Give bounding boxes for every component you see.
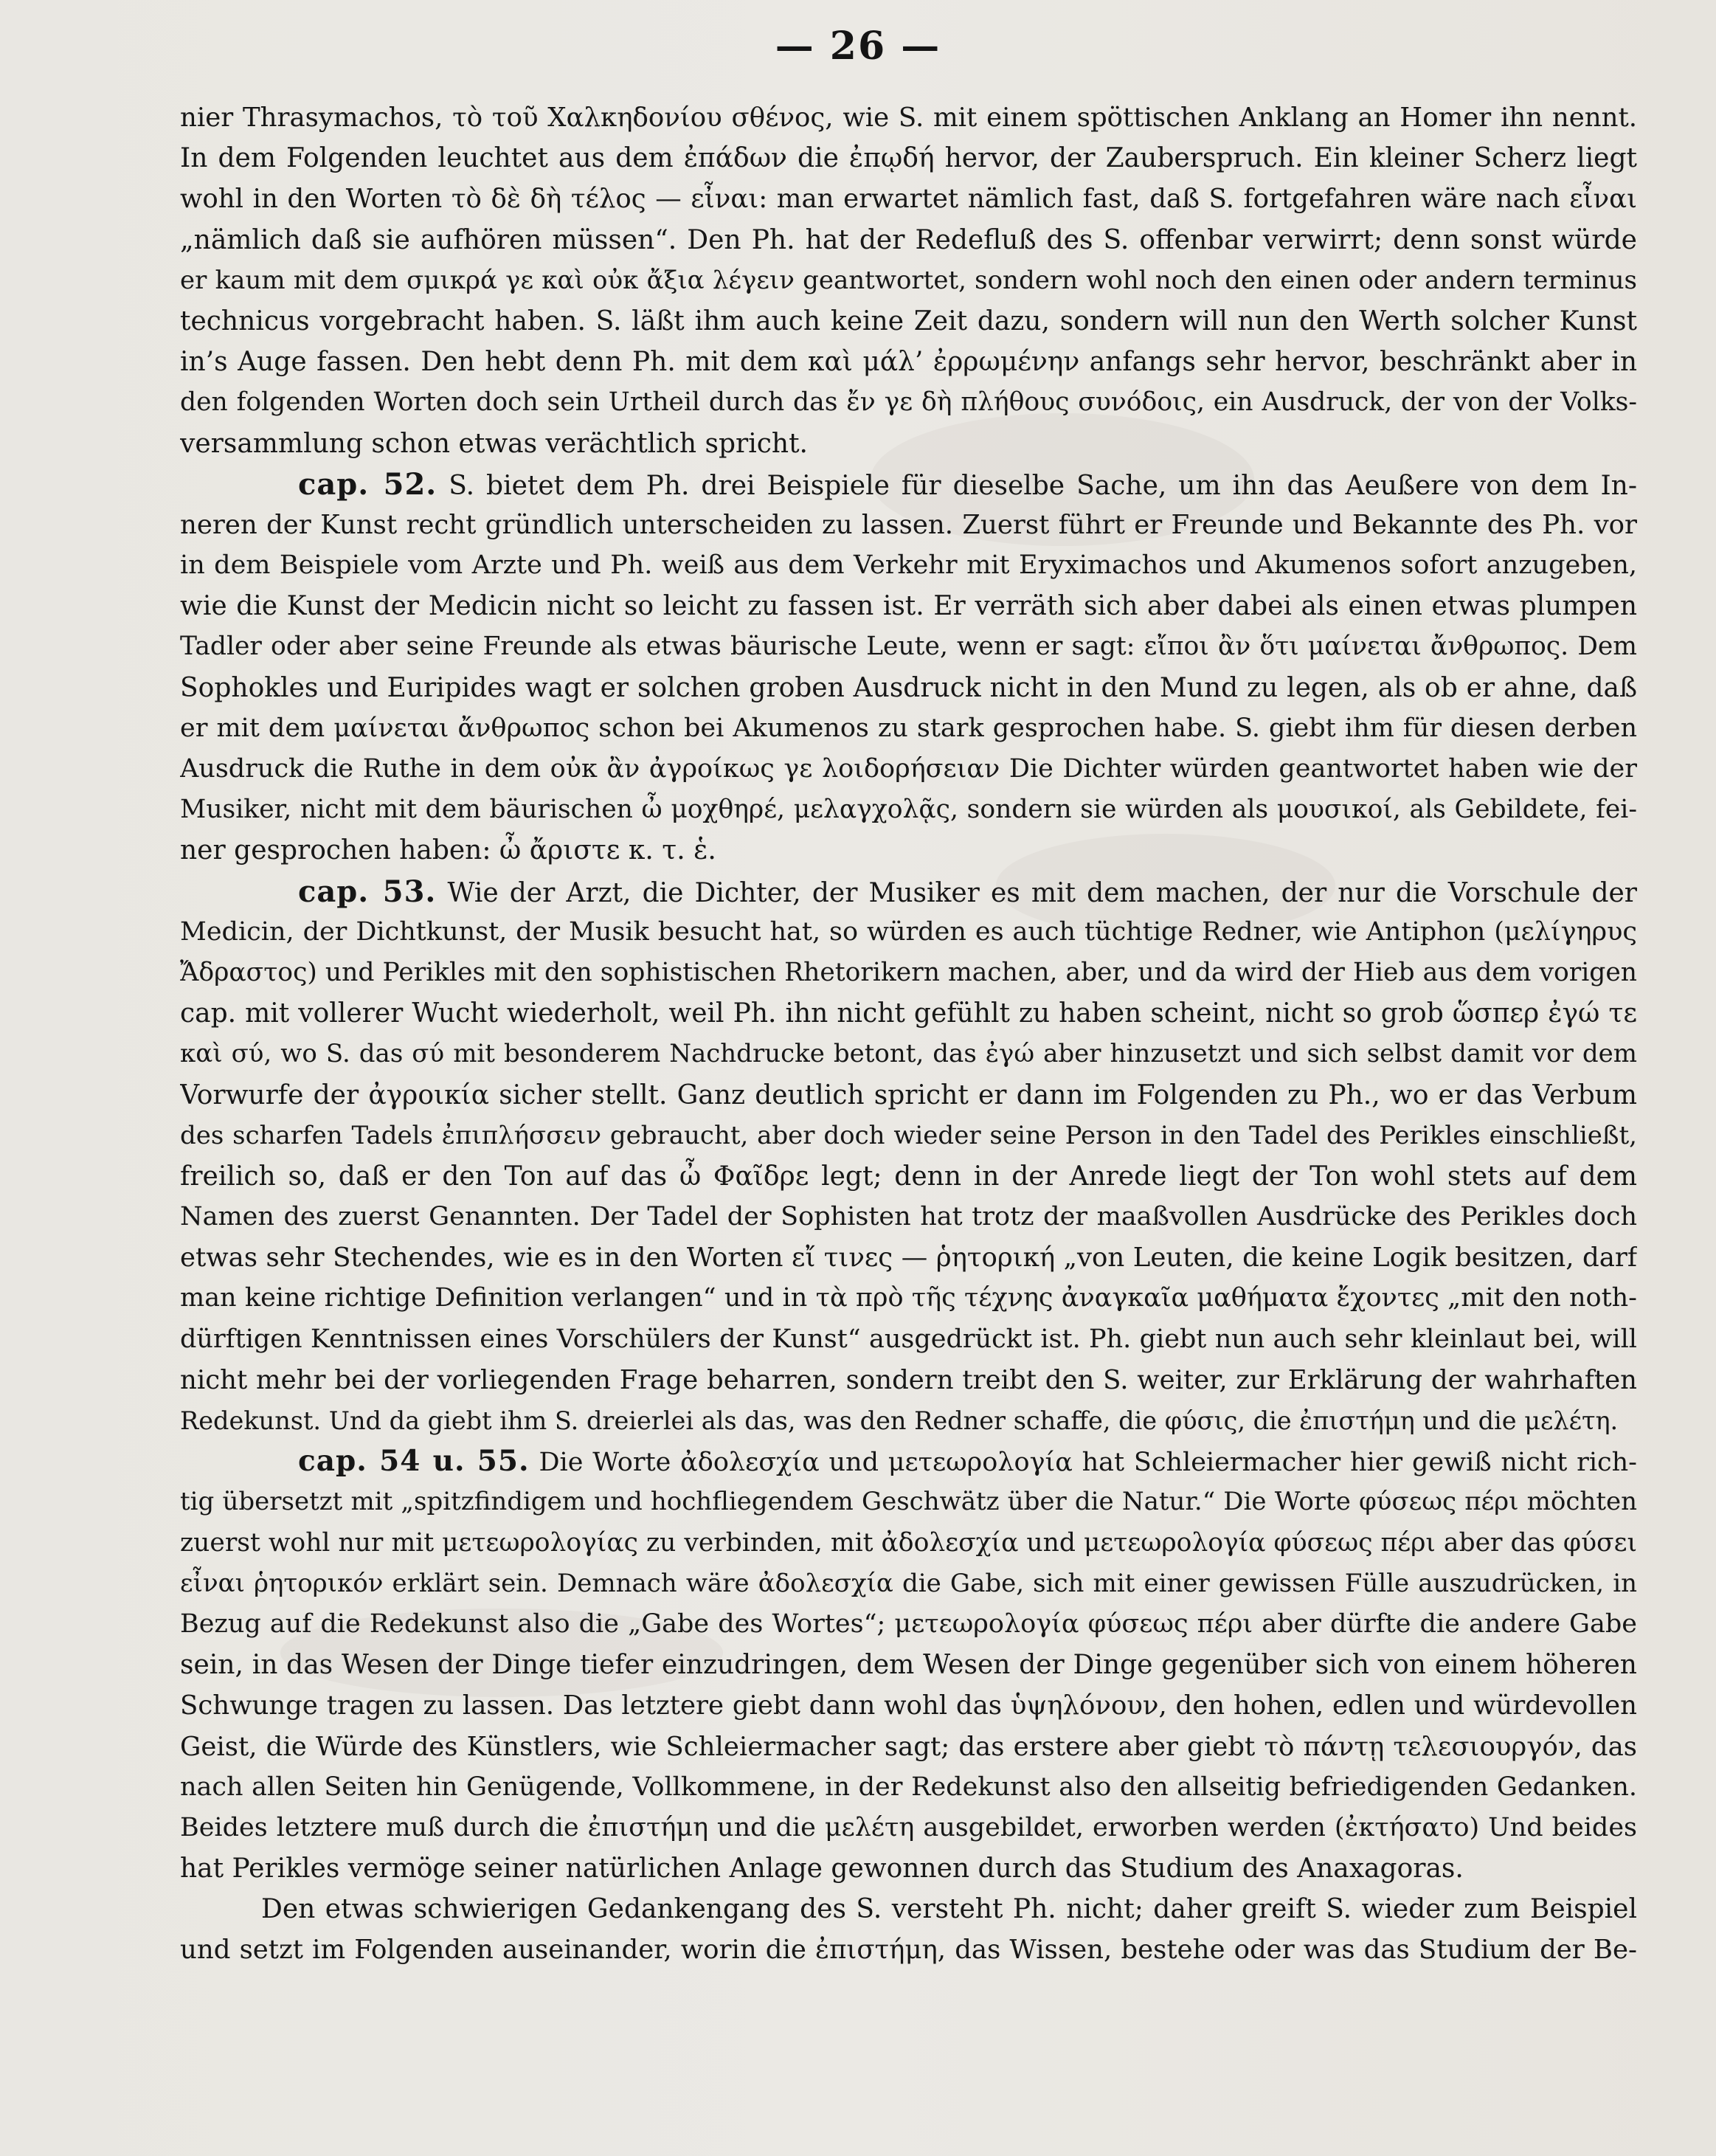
- text-line: in dem Beispiele vom Arzte und Ph. weiß aus dem Verkehr mit Eryximachos und Akumenos sofort anzugeben,: [180, 550, 1637, 581]
- text-line: ner gesprochen haben: ὦ ἄριστε κ. τ. ἑ.: [180, 835, 716, 866]
- text-line: nier Thrasymachos, τὸ τοῦ Χαλκηδονίου σθένος, wie S. mit einem spöttischen Anklang an Homer ihn nennt.: [180, 103, 1637, 133]
- chapter-line: [180, 464, 1637, 505]
- text-line: Namen des zuerst Genannten. Der Tadel der Sophisten hat trotz der maaßvollen Ausdrücke des Perikles doch: [180, 1202, 1637, 1232]
- text-line: etwas sehr Stechendes, wie es in den Worten εἴ τινες — ῥητορική „von Leuten, die keine Logik besitzen, darf: [180, 1243, 1637, 1274]
- text-line: Beides letztere muß durch die ἐπιστήμη und die μελέτη ausgebildet, erworben werden (ἐκτήσατο) Und beides: [180, 1812, 1637, 1842]
- text-line: in’s Auge fassen. Den hebt denn Ph. mit dem καὶ μάλ’ ἐρρωμένην anfangs sehr hervor, beschränkt aber in: [180, 347, 1637, 378]
- line-text: Wie der Arzt, die Dichter, der Musiker es mit dem machen, der nur die Vorschule der: [447, 877, 1637, 908]
- line-text: S. bietet dem Ph. drei Beispiele für dieselbe Sache, um ihn das Aeußere von dem In-: [449, 470, 1637, 501]
- text-line: Medicin, der Dichtkunst, der Musik besucht hat, so würden es auch tüchtige Redner, wie Antiphon (μελίγηρυς: [180, 916, 1637, 947]
- text-line: Vorwurfe der ἀγροικία sicher stellt. Ganz deutlich spricht er dann im Folgenden zu Ph., wo er das Verbum: [180, 1079, 1637, 1110]
- text-line: Bezug auf die Redekunst also die „Gabe des Wortes“; μετεωρολογία φύσεως πέρι aber dürfte die andere Gabe: [180, 1609, 1637, 1639]
- body-text: [180, 97, 1637, 1971]
- text-line: er kaum mit dem σμικρά γε καὶ οὐκ ἄξια λέγειν geantwortet, sondern wohl noch den einen oder andern terminus: [180, 265, 1637, 295]
- text-line: sein, in das Wesen der Dinge tiefer einzudringen, dem Wesen der Dinge gegenüber sich von einem höheren: [180, 1650, 1637, 1681]
- text-line: Musiker, nicht mit dem bäurischen ὦ μοχθηρέ, μελαγχολᾷς, sondern sie würden als μουσικοί, als Gebildete, fei-: [180, 795, 1637, 825]
- text-line: neren der Kunst recht gründlich unterscheiden zu lassen. Zuerst führt er Freunde und Bekannte des Ph. vor: [180, 509, 1637, 540]
- text-line: cap. mit vollerer Wucht wiederholt, weil Ph. ihn nicht gefühlt zu haben scheint, nicht so grob ὥσπερ ἐγώ τε: [180, 998, 1637, 1029]
- page-number: — 26 —: [775, 24, 941, 69]
- text-line: nicht mehr bei der vorliegenden Frage beharren, sondern treibt den S. weiter, zur Erklärung der wahrhaften: [180, 1364, 1637, 1395]
- chapter-line: [180, 1441, 1637, 1482]
- chapter-label: cap. 53.: [298, 874, 437, 909]
- text-line: zuerst wohl nur mit μετεωρολογίας zu verbinden, mit ἀδολεσχία und μετεωρολογία φύσεως πέρι aber das φύσει: [180, 1527, 1637, 1558]
- text-line: dürftigen Kenntnissen eines Vorschülers der Kunst“ ausgedrückt ist. Ph. giebt nun auch sehr kleinlaut bei, will: [180, 1324, 1637, 1354]
- text-line: versammlung schon etwas verächtlich spricht.: [180, 428, 808, 459]
- text-line: Ἄδραστος) und Perikles mit den sophistischen Rhetorikern machen, aber, und da wird der Hieb aus dem vorigen: [180, 957, 1637, 987]
- line-text: Die Worte ἀδολεσχία und μετεωρολογία hat Schleiermacher hier gewiß nicht rich-: [539, 1448, 1637, 1478]
- chapter-label: cap. 54 u. 55.: [298, 1444, 530, 1479]
- chapter-label: cap. 52.: [298, 466, 437, 502]
- chapter-line: [180, 871, 1637, 912]
- text-line: „nämlich daß sie aufhören müssen“. Den Ph. hat der Redefluß des S. offenbar verwirrt; denn sonst würde: [180, 224, 1637, 255]
- text-line: Redekunst. Und da giebt ihm S. dreierlei als das, was den Redner schaffe, die φύσις, die ἐπιστήμη und die μελέτη.: [180, 1406, 1619, 1435]
- text-line: freilich so, daß er den Ton auf das ὦ Φαῖδρε legt; denn in der Anrede liegt der Ton wohl stets auf dem: [180, 1161, 1637, 1192]
- text-line: tig übersetzt mit „spitzfindigem und hochfliegendem Geschwätz über die Natur.“ Die Worte φύσεως πέρι möchten: [180, 1487, 1637, 1517]
- text-line: Geist, die Würde des Künstlers, wie Schleiermacher sagt; das erstere aber giebt τὸ πάντῃ τελεσιουργόν, das: [180, 1731, 1637, 1762]
- text-line: Schwunge tragen zu lassen. Das letztere giebt dann wohl das ὑψηλόνουν, den hohen, edlen und würdevollen: [180, 1690, 1637, 1721]
- text-line: man keine richtige Definition verlangen“ und in τὰ πρὸ τῆς τέχνης ἀναγκαῖα μαθήματα ἔχοντες „mit den noth-: [180, 1283, 1637, 1313]
- text-line: Ausdruck die Ruthe in dem οὐκ ἂν ἀγροίκως γε λοιδορήσειαν Die Dichter würden geantwortet haben wie der: [180, 754, 1637, 784]
- text-line: hat Perikles vermöge seiner natürlichen Anlage gewonnen durch das Studium des Anaxagoras.: [180, 1853, 1464, 1884]
- text-line: Tadler oder aber seine Freunde als etwas bäurische Leute, wenn er sagt: εἴποι ἂν ὅτι μαίνεται ἄνθρωπος. Dem: [180, 632, 1637, 662]
- text-line: des scharfen Tadels ἐπιπλήσσειν gebraucht, aber doch wieder seine Person in den Tadel des Perikles einschließt,: [180, 1120, 1637, 1150]
- text-line: Sophokles und Euripides wagt er solchen groben Ausdruck nicht in den Mund zu legen, als ob er ahne, daß: [180, 672, 1637, 703]
- text-line: In dem Folgenden leuchtet aus dem ἐπάδων die ἐπῳδή hervor, der Zauberspruch. Ein kleiner Scherz liegt: [180, 143, 1637, 174]
- text-line: er mit dem μαίνεται ἄνθρωπος schon bei Akumenos zu stark gesprochen habe. S. giebt ihm für diesen derben: [180, 713, 1637, 743]
- text-line: wie die Kunst der Medicin nicht so leicht zu fassen ist. Er verräth sich aber dabei als einen etwas plumpen: [180, 591, 1637, 622]
- text-line: εἶναι ῥητορικόν erklärt sein. Demnach wäre ἀδολεσχία die Gabe, sich mit einer gewissen Fülle auszudrücken, in: [180, 1568, 1637, 1598]
- text-line: nach allen Seiten hin Genügende, Vollkommene, in der Redekunst also den allseitig befriedigenden Gedanken.: [180, 1772, 1637, 1802]
- text-line: und setzt im Folgenden auseinander, worin die ἐπιστήμη, das Wissen, bestehe oder was das Studium der Be-: [180, 1935, 1637, 1966]
- text-line: καὶ σύ, wo S. das σύ mit besonderem Nachdrucke betont, das ἐγώ aber hinzusetzt und sich selbst damit vor dem: [180, 1039, 1637, 1069]
- text-line: Den etwas schwierigen Gedankengang des S. versteht Ph. nicht; daher greift S. wieder zum Beispiel: [261, 1894, 1637, 1925]
- text-line: den folgenden Worten doch sein Urtheil durch das ἔν γε δὴ πλήθους συνόδοις, ein Ausdruck, der von der Volks-: [180, 387, 1637, 418]
- text-line: wohl in den Worten τὸ δὲ δὴ τέλος — εἶναι: man erwartet nämlich fast, daß S. fortgefahren wäre nach εἶναι: [180, 184, 1637, 215]
- text-line: technicus vorgebracht haben. S. läßt ihm auch keine Zeit dazu, sondern will nun den Werth solcher Kunst: [180, 305, 1637, 336]
